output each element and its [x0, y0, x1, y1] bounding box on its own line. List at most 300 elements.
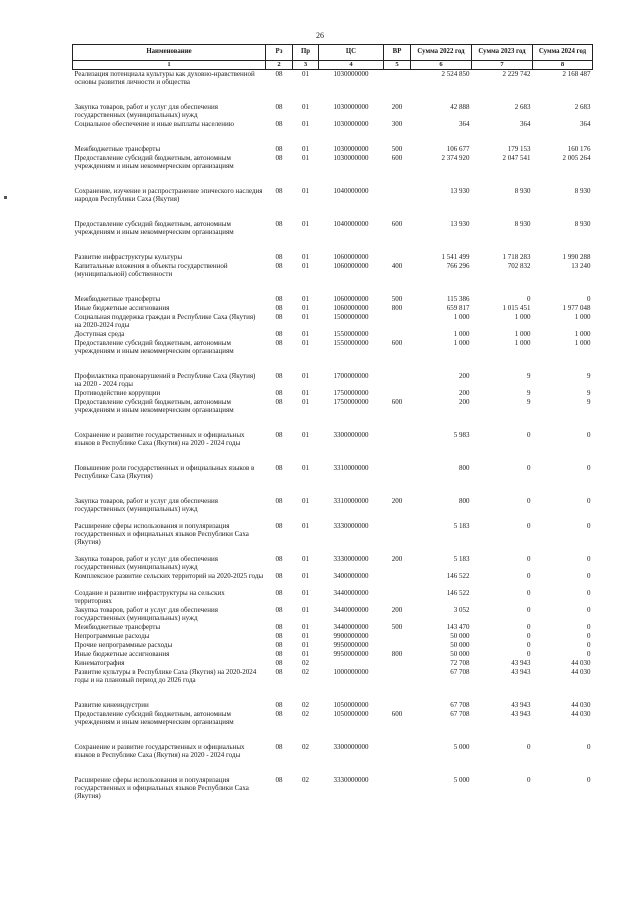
row-pr-cell: 01 — [302, 397, 309, 406]
row-sum-2023-cell: 0 — [527, 775, 531, 784]
row-cs-cell: 3310000000 — [333, 496, 369, 505]
row-pr-cell: 01 — [302, 640, 309, 649]
row-vr-cell — [384, 776, 411, 801]
row-rz-cell: 08 — [275, 312, 283, 321]
row-vr-cell — [384, 743, 411, 776]
row-pr-cell: 02 — [302, 658, 309, 667]
row-sum-2023-cell: 0 — [527, 605, 531, 614]
row-vr-cell: 200 — [391, 496, 403, 505]
row-pr-cell: 01 — [302, 430, 309, 439]
table-row — [73, 743, 593, 776]
row-vr-cell — [384, 372, 411, 389]
row-sum-2022-cell: 1 000 — [453, 312, 470, 321]
column-number: 1 — [73, 61, 266, 70]
row-cs-cell: 1550000000 — [333, 329, 369, 338]
row-sum-2023-cell: 8 930 — [514, 186, 531, 195]
row-sum-2022-cell: 42 888 — [450, 102, 470, 111]
row-sum-2023-cell: 0 — [527, 430, 531, 439]
row-cs-cell: 3300000000 — [333, 742, 369, 751]
row-sum-2023-cell: 43 943 — [511, 658, 531, 667]
row-pr-cell: 01 — [302, 571, 309, 580]
row-cs-cell: 1050000000 — [333, 709, 369, 718]
row-sum-2022-cell: 115 386 — [447, 294, 470, 303]
row-sum-2023-cell: 2 047 541 — [502, 153, 531, 162]
row-cs-cell: 1060000000 — [333, 252, 369, 261]
table-row — [73, 187, 593, 220]
row-vr-cell: 800 — [391, 303, 403, 312]
row-pr-cell: 01 — [302, 102, 309, 111]
row-cs-cell: 1040000000 — [333, 219, 369, 228]
row-cs-cell: 1030000000 — [333, 119, 369, 128]
row-sum-2022-cell: 5 983 — [453, 430, 470, 439]
row-name-cell: Кинематография — [74, 658, 125, 667]
row-cs-cell: 1700000000 — [333, 371, 369, 380]
row-vr-cell: 300 — [391, 119, 403, 128]
row-sum-2023-cell: 8 930 — [514, 219, 531, 228]
row-sum-2023-cell: 2 229 742 — [502, 70, 531, 79]
row-rz-cell: 08 — [275, 463, 283, 472]
table-row — [73, 650, 593, 659]
row-vr-cell — [384, 70, 411, 103]
row-sum-2023-cell: 0 — [527, 554, 531, 563]
row-sum-2024-cell: 2 683 — [574, 102, 591, 111]
row-rz-cell: 08 — [275, 338, 283, 347]
row-vr-cell: 600 — [391, 338, 403, 347]
table-row — [73, 70, 593, 103]
row-sum-2024-cell: 2 168 487 — [562, 70, 591, 79]
row-sum-2024-cell: 1 000 — [574, 312, 591, 321]
table-row — [73, 262, 593, 295]
row-cs-cell: 1060000000 — [333, 261, 369, 270]
row-sum-2022-cell: 13 930 — [450, 219, 470, 228]
row-pr-cell: 01 — [302, 153, 309, 162]
row-name-cell: Капитальные вложения в объекты государственной (муниципальной) собственности — [74, 261, 228, 278]
row-vr-cell: 400 — [391, 261, 403, 270]
row-vr-cell: 600 — [391, 219, 403, 228]
row-rz-cell: 08 — [275, 622, 283, 631]
table-row — [73, 120, 593, 145]
row-name-cell: Закупка товаров, работ и услуг для обеспечения государственных (муниципальных) нужд — [74, 554, 218, 571]
row-sum-2024-cell: 0 — [587, 496, 591, 505]
row-sum-2022-cell: 50 000 — [450, 631, 470, 640]
row-cs-cell: 3400000000 — [333, 571, 369, 580]
row-rz-cell: 08 — [275, 640, 283, 649]
row-vr-cell — [384, 464, 411, 497]
row-cs-cell: 3330000000 — [333, 521, 369, 530]
table-row — [73, 304, 593, 313]
table-row — [73, 522, 593, 555]
row-sum-2024-cell: 0 — [587, 622, 591, 631]
row-rz-cell: 08 — [275, 554, 283, 563]
row-name-cell: Межбюджетные трансферты — [74, 622, 161, 631]
page-number: 26 — [316, 31, 324, 40]
row-rz-cell: 08 — [275, 186, 283, 195]
row-cs-cell: 1030000000 — [333, 70, 369, 79]
row-sum-2023-cell: 9 — [527, 388, 531, 397]
row-sum-2022-cell: 2 374 920 — [441, 153, 470, 162]
row-pr-cell: 02 — [302, 667, 309, 676]
row-rz-cell: 08 — [275, 261, 283, 270]
table-row — [73, 398, 593, 431]
row-cs-cell: 1060000000 — [333, 303, 369, 312]
row-sum-2022-cell: 659 817 — [446, 303, 470, 312]
row-name-cell: Расширение сферы использования и популяризация государственных и официальных языков Республики Саха (Якутия) — [74, 775, 249, 801]
row-name-cell: Развитие кинеиндустрии — [74, 700, 149, 709]
row-name-cell: Расширение сферы использования и популяризация государственных и официальных языков Республики Саха (Якутия) — [74, 521, 249, 547]
row-pr-cell: 01 — [302, 303, 309, 312]
row-cs-cell: 1030000000 — [333, 144, 369, 153]
row-cs-cell: 3300000000 — [333, 430, 369, 439]
row-name-cell: Сохранение и развитие государственных и официальных языков в Республике Саха (Якутия) на 2020 - 2024 годы — [74, 742, 245, 759]
row-sum-2023-cell: 0 — [527, 571, 531, 580]
column-number: 7 — [472, 61, 533, 70]
row-sum-2024-cell: 44 030 — [571, 700, 591, 709]
row-cs-cell: 1050000000 — [333, 700, 369, 709]
row-rz-cell: 08 — [275, 700, 283, 709]
row-sum-2022-cell: 67 708 — [450, 667, 470, 676]
row-pr-cell: 02 — [302, 700, 309, 709]
row-sum-2024-cell: 0 — [587, 649, 591, 658]
row-sum-2024-cell: 9 — [587, 397, 591, 406]
row-sum-2023-cell: 9 — [527, 397, 531, 406]
row-sum-2022-cell: 200 — [459, 371, 470, 380]
row-pr-cell: 01 — [302, 649, 309, 658]
row-name-cell: Предоставление субсидий бюджетным, автономным учреждениям и иным некоммерческим организациям — [74, 153, 234, 170]
row-sum-2022-cell: 67 708 — [450, 700, 470, 709]
row-vr-cell — [384, 632, 411, 641]
row-rz-cell: 08 — [275, 571, 283, 580]
header-rz: Рз — [266, 45, 293, 61]
row-sum-2024-cell: 0 — [587, 775, 591, 784]
row-pr-cell: 02 — [302, 742, 309, 751]
row-pr-cell: 02 — [302, 709, 309, 718]
row-sum-2024-cell: 0 — [587, 742, 591, 751]
column-number: 6 — [411, 61, 472, 70]
row-sum-2023-cell: 364 — [520, 119, 531, 128]
row-pr-cell: 01 — [302, 554, 309, 563]
row-sum-2024-cell: 44 030 — [571, 658, 591, 667]
row-pr-cell: 02 — [302, 775, 309, 784]
row-sum-2022-cell: 800 — [459, 496, 470, 505]
row-sum-2022-cell: 50 000 — [450, 640, 470, 649]
table-row — [73, 389, 593, 398]
row-name-cell: Социальное обеспечение и иные выплаты населению — [74, 119, 234, 128]
row-sum-2023-cell: 0 — [527, 521, 531, 530]
row-sum-2022-cell: 5 183 — [453, 554, 470, 563]
row-name-cell: Развитие инфраструктуры культуры — [74, 252, 183, 261]
row-name-cell: Сохранение, изучение и распространение эпического наследия народов Республики Саха (Якутия) — [74, 186, 263, 203]
row-name-cell: Профилактика правонарушений в Республике Саха (Якутия) на 2020 - 2024 годы — [74, 371, 256, 388]
table-row — [73, 103, 593, 120]
row-sum-2023-cell: 179 153 — [507, 144, 531, 153]
row-sum-2024-cell: 8 930 — [574, 219, 591, 228]
row-sum-2022-cell: 766 296 — [446, 261, 470, 270]
row-vr-cell — [384, 641, 411, 650]
row-rz-cell: 08 — [275, 742, 283, 751]
column-number: 2 — [266, 61, 293, 70]
row-pr-cell: 01 — [302, 622, 309, 631]
column-number: 5 — [384, 61, 411, 70]
table-row — [73, 253, 593, 262]
table-row — [73, 330, 593, 339]
row-vr-cell: 600 — [391, 397, 403, 406]
row-cs-cell: 1030000000 — [333, 102, 369, 111]
row-rz-cell: 08 — [275, 605, 283, 614]
row-pr-cell: 01 — [302, 261, 309, 270]
row-sum-2022-cell: 5 000 — [453, 742, 470, 751]
header-sum-2023: Сумма 2023 год — [472, 45, 533, 61]
row-sum-2022-cell: 13 930 — [450, 186, 470, 195]
table-row — [73, 497, 593, 522]
row-rz-cell: 08 — [275, 294, 283, 303]
row-pr-cell: 01 — [302, 70, 309, 79]
row-vr-cell — [384, 701, 411, 710]
row-name-cell: Реализация потенциала культуры как духовно-нравственной основы развития личности и общества — [74, 70, 255, 87]
row-cs-cell: 3440000000 — [333, 605, 369, 614]
row-name-cell: Закупка товаров, работ и услуг для обеспечения государственных (муниципальных) нужд — [74, 605, 218, 622]
row-vr-cell: 200 — [391, 605, 403, 614]
row-name-cell: Сохранение и развитие государственных и официальных языков в Республике Саха (Якутия) на 2020 - 2024 годы — [74, 430, 245, 447]
row-name-cell: Противодействие коррупции — [74, 388, 161, 397]
row-vr-cell — [384, 313, 411, 330]
row-sum-2023-cell: 43 943 — [511, 709, 531, 718]
row-name-cell: Предоставление субсидий бюджетным, автономным учреждениям и иным некоммерческим организациям — [74, 397, 234, 414]
budget-sheet — [72, 44, 592, 801]
row-name-cell: Межбюджетные трансферты — [74, 294, 161, 303]
row-cs-cell: 3310000000 — [333, 463, 369, 472]
row-pr-cell: 01 — [302, 521, 309, 530]
table-row — [73, 701, 593, 710]
row-vr-cell — [384, 589, 411, 606]
row-sum-2023-cell: 0 — [527, 588, 531, 597]
row-sum-2022-cell: 67 708 — [450, 709, 470, 718]
row-pr-cell: 01 — [302, 329, 309, 338]
row-name-cell: Непрограммные расходы — [74, 631, 150, 640]
row-sum-2024-cell: 9 — [587, 371, 591, 380]
row-sum-2023-cell: 0 — [527, 622, 531, 631]
row-vr-cell: 600 — [391, 153, 403, 162]
row-vr-cell: 500 — [391, 294, 403, 303]
header-vr: ВР — [384, 45, 411, 61]
row-name-cell: Предоставление субсидий бюджетным, автономным учреждениям и иным некоммерческим организациям — [74, 219, 234, 236]
row-cs-cell — [319, 659, 384, 668]
row-rz-cell: 08 — [275, 496, 283, 505]
row-sum-2023-cell: 0 — [527, 631, 531, 640]
row-sum-2022-cell: 72 708 — [450, 658, 470, 667]
row-vr-cell — [384, 389, 411, 398]
table-row — [73, 145, 593, 154]
row-cs-cell: 3440000000 — [333, 588, 369, 597]
table-row — [73, 606, 593, 623]
row-rz-cell: 08 — [275, 658, 283, 667]
row-rz-cell: 08 — [275, 252, 283, 261]
row-sum-2022-cell: 146 522 — [446, 588, 470, 597]
row-sum-2023-cell: 0 — [527, 294, 531, 303]
row-rz-cell: 08 — [275, 588, 283, 597]
row-rz-cell: 08 — [275, 521, 283, 530]
row-cs-cell: 1030000000 — [333, 153, 369, 162]
column-number: 8 — [533, 61, 593, 70]
row-sum-2022-cell: 200 — [459, 388, 470, 397]
row-cs-cell: 9950000000 — [333, 640, 369, 649]
table-row — [73, 464, 593, 497]
row-vr-cell: 800 — [391, 649, 403, 658]
row-sum-2022-cell: 1 000 — [453, 329, 470, 338]
row-sum-2022-cell: 146 522 — [446, 571, 470, 580]
row-sum-2024-cell: 0 — [587, 588, 591, 597]
row-sum-2022-cell: 1 541 499 — [441, 252, 470, 261]
row-cs-cell: 1750000000 — [333, 397, 369, 406]
row-cs-cell: 3440000000 — [333, 622, 369, 631]
row-sum-2023-cell: 1 000 — [514, 338, 531, 347]
row-rz-cell: 08 — [275, 144, 283, 153]
row-pr-cell: 01 — [302, 312, 309, 321]
row-rz-cell: 08 — [275, 667, 283, 676]
row-rz-cell: 08 — [275, 70, 283, 79]
row-sum-2024-cell: 9 — [587, 388, 591, 397]
table-row — [73, 154, 593, 187]
row-vr-cell — [384, 253, 411, 262]
row-sum-2024-cell: 2 005 264 — [562, 153, 591, 162]
row-rz-cell: 08 — [275, 303, 283, 312]
row-name-cell: Прочие непрограммные расходы — [74, 640, 173, 649]
row-name-cell: Закупка товаров, работ и услуг для обеспечения государственных (муниципальных) нужд — [74, 102, 218, 119]
column-number: 4 — [319, 61, 384, 70]
row-sum-2024-cell: 44 030 — [571, 709, 591, 718]
row-vr-cell: 500 — [391, 622, 403, 631]
row-sum-2023-cell: 2 683 — [514, 102, 531, 111]
row-sum-2023-cell: 0 — [527, 463, 531, 472]
row-name-cell: Межбюджетные трансферты — [74, 144, 161, 153]
row-vr-cell — [384, 330, 411, 339]
row-sum-2023-cell: 1 000 — [514, 312, 531, 321]
row-cs-cell: 1750000000 — [333, 388, 369, 397]
row-pr-cell: 01 — [302, 588, 309, 597]
row-sum-2023-cell: 702 832 — [507, 261, 531, 270]
row-sum-2024-cell: 0 — [587, 631, 591, 640]
row-name-cell: Повышение роли государственных и официальных языков в Республике Саха (Якутия) — [74, 463, 255, 480]
row-sum-2022-cell: 2 524 850 — [441, 70, 470, 79]
row-sum-2022-cell: 50 000 — [450, 649, 470, 658]
row-name-cell: Иные бюджетные ассигнования — [74, 649, 170, 658]
row-sum-2022-cell: 143 470 — [446, 622, 470, 631]
row-sum-2024-cell: 1 977 048 — [562, 303, 591, 312]
row-name-cell: Предоставление субсидий бюджетным, автономным учреждениям и иным некоммерческим организациям — [74, 709, 234, 726]
row-cs-cell: 9950000000 — [333, 649, 369, 658]
row-sum-2024-cell: 44 030 — [571, 667, 591, 676]
row-rz-cell: 08 — [275, 371, 283, 380]
row-sum-2024-cell: 8 930 — [574, 186, 591, 195]
row-sum-2024-cell: 0 — [587, 430, 591, 439]
row-cs-cell: 1060000000 — [333, 294, 369, 303]
row-pr-cell: 01 — [302, 144, 309, 153]
row-sum-2022-cell: 3 052 — [453, 605, 470, 614]
row-rz-cell: 08 — [275, 153, 283, 162]
table-row — [73, 572, 593, 589]
row-sum-2022-cell: 5 183 — [453, 521, 470, 530]
row-sum-2024-cell: 1 000 — [574, 329, 591, 338]
row-sum-2024-cell: 13 240 — [571, 261, 591, 270]
row-rz-cell: 08 — [275, 219, 283, 228]
row-sum-2024-cell: 0 — [587, 463, 591, 472]
table-row — [73, 431, 593, 464]
header-cs: ЦС — [319, 45, 384, 61]
header-sum-2022: Сумма 2022 год — [411, 45, 472, 61]
row-sum-2022-cell: 800 — [459, 463, 470, 472]
row-vr-cell — [384, 431, 411, 464]
table-row — [73, 589, 593, 606]
header-name: Наименование — [73, 45, 266, 61]
row-sum-2023-cell: 43 943 — [511, 700, 531, 709]
column-number-row — [73, 61, 593, 70]
row-pr-cell: 01 — [302, 605, 309, 614]
row-sum-2024-cell: 0 — [587, 521, 591, 530]
row-name-cell: Комплексное развитие сельских территорий на 2020-2025 годы — [74, 571, 264, 580]
column-number: 3 — [293, 61, 319, 70]
row-sum-2023-cell: 0 — [527, 496, 531, 505]
row-sum-2022-cell: 106 677 — [446, 144, 470, 153]
row-sum-2022-cell: 5 000 — [453, 775, 470, 784]
row-pr-cell: 01 — [302, 496, 309, 505]
row-rz-cell: 08 — [275, 119, 283, 128]
table-row — [73, 295, 593, 304]
row-vr-cell: 200 — [391, 554, 403, 563]
row-rz-cell: 08 — [275, 709, 283, 718]
row-rz-cell: 08 — [275, 329, 283, 338]
row-rz-cell: 08 — [275, 388, 283, 397]
row-name-cell: Развитие культуры в Республике Саха (Якутия) на 2020-2024 годы и на плановый период до 2026 года — [74, 667, 257, 684]
row-sum-2022-cell: 1 000 — [453, 338, 470, 347]
table-row — [73, 668, 593, 701]
row-sum-2023-cell: 43 943 — [511, 667, 531, 676]
table-row — [73, 220, 593, 253]
row-cs-cell: 1000000000 — [333, 667, 369, 676]
table-row — [73, 632, 593, 641]
row-rz-cell: 08 — [275, 649, 283, 658]
row-cs-cell: 1550000000 — [333, 338, 369, 347]
header-sum-2024: Сумма 2024 год — [533, 45, 593, 61]
table-row — [73, 339, 593, 372]
row-sum-2024-cell: 364 — [580, 119, 591, 128]
row-vr-cell: 600 — [391, 709, 403, 718]
row-name-cell: Закупка товаров, работ и услуг для обеспечения государственных (муниципальных) нужд — [74, 496, 218, 513]
row-rz-cell: 08 — [275, 397, 283, 406]
row-name-cell: Доступная среда — [74, 329, 125, 338]
row-sum-2024-cell: 0 — [587, 554, 591, 563]
table-row — [73, 372, 593, 389]
row-sum-2023-cell: 0 — [527, 640, 531, 649]
row-vr-cell — [384, 572, 411, 589]
table-row — [73, 659, 593, 668]
row-sum-2024-cell: 0 — [587, 605, 591, 614]
budget-table — [72, 44, 593, 801]
row-rz-cell: 08 — [275, 430, 283, 439]
row-sum-2023-cell: 9 — [527, 371, 531, 380]
table-row — [73, 555, 593, 572]
table-row — [73, 710, 593, 743]
table-row — [73, 623, 593, 632]
row-pr-cell: 01 — [302, 252, 309, 261]
table-row — [73, 776, 593, 801]
row-pr-cell: 01 — [302, 463, 309, 472]
row-pr-cell: 01 — [302, 338, 309, 347]
row-pr-cell: 01 — [302, 371, 309, 380]
row-pr-cell: 01 — [302, 219, 309, 228]
row-sum-2023-cell: 0 — [527, 742, 531, 751]
row-sum-2024-cell: 1 990 288 — [562, 252, 591, 261]
row-name-cell: Предоставление субсидий бюджетным, автономным учреждениям и иным некоммерческим организациям — [74, 338, 234, 355]
header-row — [73, 45, 593, 61]
